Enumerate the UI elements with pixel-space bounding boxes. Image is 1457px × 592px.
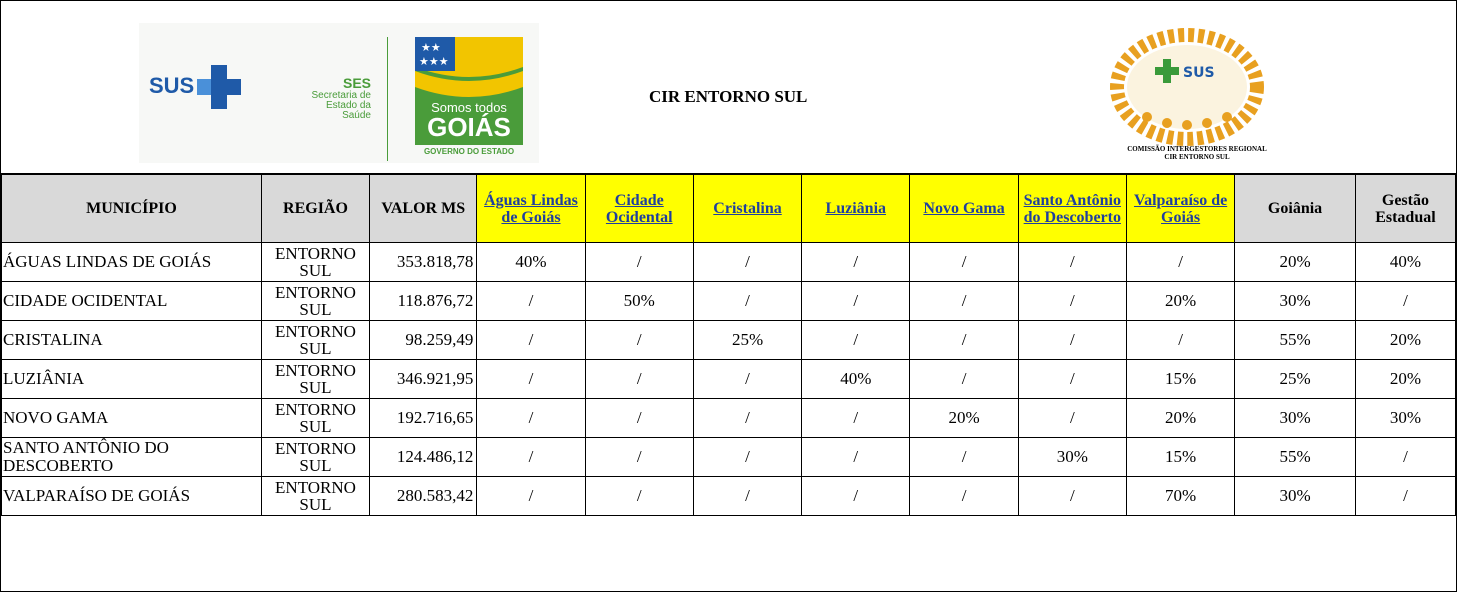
- column-header: Novo Gama: [910, 175, 1018, 243]
- table-cell: 20%: [1355, 321, 1455, 360]
- cell-municipio: NOVO GAMA: [2, 399, 262, 438]
- table-cell: 55%: [1235, 438, 1356, 477]
- table-cell: /: [693, 360, 801, 399]
- table-cell: /: [1018, 282, 1126, 321]
- table-cell: /: [910, 321, 1018, 360]
- table-cell: /: [477, 360, 585, 399]
- table-cell: /: [1018, 243, 1126, 282]
- table-cell: /: [802, 438, 910, 477]
- column-header: REGIÃO: [261, 175, 369, 243]
- table-cell: /: [910, 243, 1018, 282]
- government-logos: [139, 23, 539, 163]
- column-header: Cristalina: [693, 175, 801, 243]
- table-cell: 20%: [1355, 360, 1455, 399]
- ses-line2: Estado da: [325, 100, 371, 111]
- table-cell: /: [585, 321, 693, 360]
- ses-title: SES: [342, 75, 371, 91]
- cir-caption-line1: COMISSÃO INTERGESTORES REGIONAL: [1127, 145, 1267, 153]
- table-cell: 50%: [585, 282, 693, 321]
- sus-logo-text: SUS: [149, 73, 195, 98]
- table-cell: 40%: [477, 243, 585, 282]
- cell-regiao: ENTORNO SUL: [261, 321, 369, 360]
- table-row: [2, 399, 1456, 438]
- logo-divider: [387, 37, 388, 161]
- goias-somos: Somos todos: [431, 100, 507, 115]
- column-header: MUNICÍPIO: [2, 175, 262, 243]
- cell-municipio: CRISTALINA: [2, 321, 262, 360]
- cell-valor: 353.818,78: [370, 243, 477, 282]
- table-cell: 40%: [1355, 243, 1455, 282]
- table-cell: /: [1355, 477, 1455, 516]
- table-cell: /: [1355, 282, 1455, 321]
- cell-municipio: ÁGUAS LINDAS DE GOIÁS: [2, 243, 262, 282]
- cell-municipio: LUZIÂNIA: [2, 360, 262, 399]
- table-row: [2, 438, 1456, 477]
- table-cell: 40%: [802, 360, 910, 399]
- cell-municipio: VALPARAÍSO DE GOIÁS: [2, 477, 262, 516]
- table-cell: /: [693, 438, 801, 477]
- table-row: [2, 243, 1456, 282]
- goias-logo-text: [415, 101, 523, 140]
- table-cell: /: [802, 282, 910, 321]
- table-row: [2, 321, 1456, 360]
- table-cell: /: [1018, 360, 1126, 399]
- cell-municipio: SANTO ANTÔNIO DO DESCOBERTO: [2, 438, 262, 477]
- document-header: [1, 1, 1456, 175]
- goias-big: GOIÁS: [427, 112, 511, 142]
- ses-logo: [269, 75, 371, 121]
- column-header: Luziânia: [802, 175, 910, 243]
- table-cell: 20%: [1126, 282, 1234, 321]
- table-cell: /: [802, 321, 910, 360]
- cir-logo-caption: [1107, 145, 1287, 161]
- svg-text:★★★: ★★★: [419, 55, 449, 68]
- table-cell: 15%: [1126, 438, 1234, 477]
- column-header: Águas Lindas de Goiás: [477, 175, 585, 243]
- table-cell: 30%: [1235, 477, 1356, 516]
- cir-caption-line2: CIR ENTORNO SUL: [1164, 153, 1230, 161]
- cell-regiao: ENTORNO SUL: [261, 477, 369, 516]
- table-cell: 25%: [1235, 360, 1356, 399]
- column-header: Gestão Estadual: [1355, 175, 1455, 243]
- table-cell: /: [910, 477, 1018, 516]
- table-cell: /: [477, 399, 585, 438]
- table-cell: /: [1355, 438, 1455, 477]
- column-header: Santo Antônio do Descoberto: [1018, 175, 1126, 243]
- column-header: Goiânia: [1235, 175, 1356, 243]
- table-header-row: [2, 175, 1456, 243]
- table-row: [2, 282, 1456, 321]
- table-cell: 30%: [1235, 399, 1356, 438]
- table-cell: 20%: [1126, 399, 1234, 438]
- cell-valor: 124.486,12: [370, 438, 477, 477]
- allocation-table: [1, 174, 1456, 516]
- column-header: VALOR MS: [370, 175, 477, 243]
- cir-logo-sus-text: SUS: [1183, 65, 1215, 81]
- table-cell: 55%: [1235, 321, 1356, 360]
- table-cell: /: [477, 282, 585, 321]
- cell-regiao: ENTORNO SUL: [261, 399, 369, 438]
- table-cell: 30%: [1018, 438, 1126, 477]
- table-cell: /: [477, 477, 585, 516]
- table-cell: /: [1018, 477, 1126, 516]
- table-cell: /: [1126, 243, 1234, 282]
- table-cell: 25%: [693, 321, 801, 360]
- cell-valor: 346.921,95: [370, 360, 477, 399]
- table-cell: /: [585, 399, 693, 438]
- cell-valor: 98.259,49: [370, 321, 477, 360]
- table-cell: 20%: [1235, 243, 1356, 282]
- table-cell: /: [1018, 399, 1126, 438]
- table-cell: /: [585, 243, 693, 282]
- cir-logo-icon: [1107, 21, 1267, 161]
- table-cell: 70%: [1126, 477, 1234, 516]
- cell-regiao: ENTORNO SUL: [261, 438, 369, 477]
- ses-line1: Secretaria de: [311, 90, 371, 101]
- table-cell: 20%: [910, 399, 1018, 438]
- table-row: [2, 360, 1456, 399]
- table-cell: /: [693, 282, 801, 321]
- table-cell: /: [910, 282, 1018, 321]
- svg-text:★★: ★★: [421, 41, 441, 54]
- table-cell: /: [585, 360, 693, 399]
- cell-valor: 192.716,65: [370, 399, 477, 438]
- table-cell: /: [477, 321, 585, 360]
- cell-regiao: ENTORNO SUL: [261, 243, 369, 282]
- table-cell: /: [910, 438, 1018, 477]
- ses-line3: Saúde: [342, 110, 371, 121]
- table-cell: /: [585, 477, 693, 516]
- table-cell: 15%: [1126, 360, 1234, 399]
- cell-valor: 118.876,72: [370, 282, 477, 321]
- table-row: [2, 477, 1456, 516]
- column-header: Valparaíso de Goiás: [1126, 175, 1234, 243]
- column-header: Cidade Ocidental: [585, 175, 693, 243]
- table-cell: /: [1018, 321, 1126, 360]
- cell-regiao: ENTORNO SUL: [261, 360, 369, 399]
- sus-cross-icon: [197, 65, 241, 109]
- cell-regiao: ENTORNO SUL: [261, 282, 369, 321]
- table-cell: /: [802, 243, 910, 282]
- table-cell: /: [693, 399, 801, 438]
- table-cell: 30%: [1235, 282, 1356, 321]
- table-cell: /: [802, 477, 910, 516]
- table-cell: /: [693, 243, 801, 282]
- table-cell: /: [1126, 321, 1234, 360]
- table-cell: /: [910, 360, 1018, 399]
- table-cell: /: [802, 399, 910, 438]
- cell-municipio: CIDADE OCIDENTAL: [2, 282, 262, 321]
- goias-gov-label: GOVERNO DO ESTADO: [423, 147, 515, 156]
- page-title: CIR ENTORNO SUL: [649, 87, 808, 106]
- table-cell: /: [693, 477, 801, 516]
- table-cell: /: [585, 438, 693, 477]
- cell-valor: 280.583,42: [370, 477, 477, 516]
- table-cell: /: [477, 438, 585, 477]
- table-cell: 30%: [1355, 399, 1455, 438]
